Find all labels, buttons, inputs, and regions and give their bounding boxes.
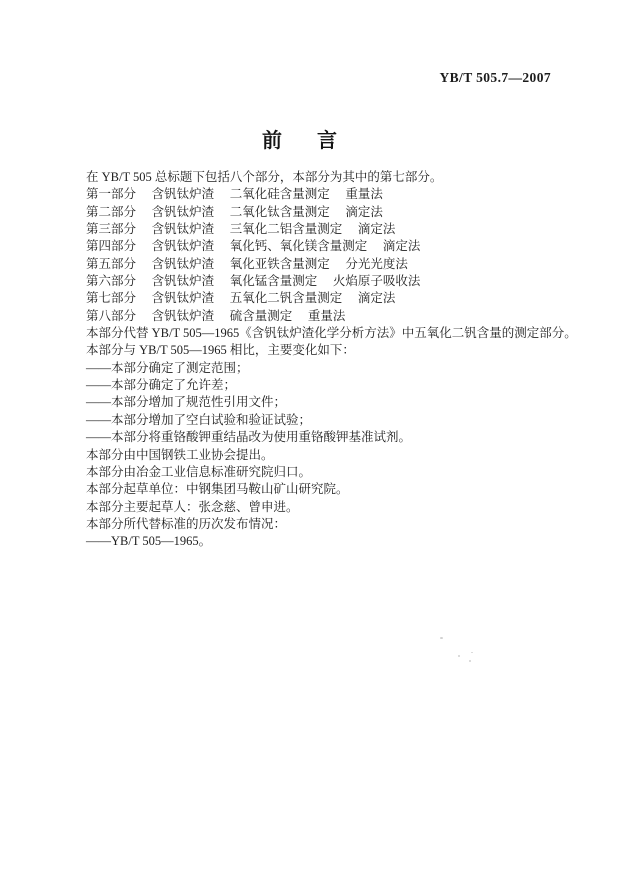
foreword-line: 在 YB/T 505 总标题下包括八个部分，本部分为其中的第七部分。 — [86, 170, 443, 184]
foreword-line: ——本部分增加了规范性引用文件； — [86, 395, 287, 410]
scan-speck — [471, 652, 473, 653]
foreword-line: ——本部分确定了测定范围； — [86, 360, 249, 375]
foreword-line: ——YB/T 505—1965。 — [86, 534, 212, 549]
scan-speck — [458, 655, 460, 657]
foreword-line: ——本部分将重铬酸钾重结晶改为使用重铬酸钾基准试剂。 — [86, 430, 412, 445]
foreword-line: 第三部分 含钒钛炉渣 三氧化二铝含量测定 滴定法 — [86, 222, 396, 237]
foreword-line: 本部分起草单位：中钢集团马鞍山矿山研究院。 — [86, 482, 349, 497]
standard-code: YB/T 505.7—2007 — [439, 70, 551, 85]
foreword-line: 本部分所代替标准的历次发布情况： — [86, 516, 287, 531]
foreword-line: 本部分代替 YB/T 505—1965《含钒钛炉渣化学分析方法》中五氧化二钒含量的测定部分。 — [86, 326, 577, 341]
foreword-line: 本部分主要起草人：张念慈、曾申进。 — [86, 499, 299, 514]
foreword-line: 第二部分 含钒钛炉渣 二氧化钛含量测定 滴定法 — [86, 204, 383, 219]
foreword-line: 第五部分 含钒钛炉渣 氧化亚铁含量测定 分光光度法 — [86, 256, 408, 271]
scan-speck — [469, 660, 471, 662]
foreword-body — [86, 169, 577, 551]
foreword-line: 第七部分 含钒钛炉渣 五氧化二钒含量测定 滴定法 — [86, 291, 396, 306]
foreword-line: 本部分由冶金工业信息标准研究院归口。 — [86, 464, 312, 479]
foreword-line: 第六部分 含钒钛炉渣 氧化锰含量测定 火焰原子吸收法 — [86, 274, 421, 289]
foreword-line: ——本部分确定了允许差； — [86, 378, 237, 393]
foreword-line: 本部分由中国钢铁工业协会提出。 — [86, 447, 274, 462]
foreword-line: 本部分与 YB/T 505—1965 相比，主要变化如下： — [86, 343, 355, 358]
document-title: 前言 — [262, 130, 372, 152]
foreword-line: 第一部分 含钒钛炉渣 二氧化硅含量测定 重量法 — [86, 187, 383, 202]
foreword-line: ——本部分增加了空白试验和验证试验； — [86, 412, 312, 427]
scan-speck — [440, 637, 443, 639]
foreword-line: 第四部分 含钒钛炉渣 氧化钙、氧化镁含量测定 滴定法 — [86, 239, 421, 254]
foreword-line: 第八部分 含钒钛炉渣 硫含量测定 重量法 — [86, 308, 346, 323]
